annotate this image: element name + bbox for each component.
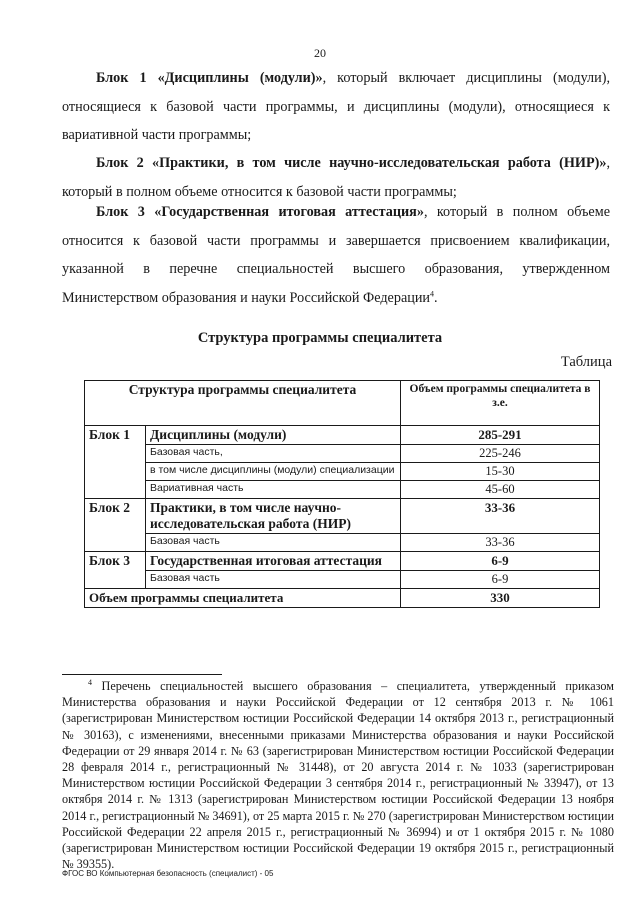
block-1-description: , который включает дисциплины (модули), относящиеся к базовой части программы, и дисциплины (модули), относящиеся к вариативной части программы; [62,70,611,143]
table-row [85,463,600,481]
block-1-label: Блок 1 [85,426,146,499]
row-name: Базовая часть [146,571,401,589]
row-value: 33-36 [401,534,600,552]
block-3-title: Блок 3 «Государственная итоговая аттестация» [96,204,424,220]
header-structure: Структура программы специалитета [85,381,401,426]
block-3-label: Блок 3 [85,552,146,589]
table-row-total [85,589,600,608]
footnote-ref[interactable]: 4 [430,288,435,298]
block-3-period: . [434,289,438,306]
table-row [85,534,600,552]
block-1-title: Блок 1 «Дисциплины (модули)» [96,70,323,86]
row-name: в том числе дисциплины (модули) специализации [146,463,401,481]
table-header-row [85,381,600,426]
table-row [85,445,600,463]
row-name: Базовая часть, [146,445,401,463]
block-1-value: 285-291 [401,426,600,445]
block-2-label: Блок 2 [85,499,146,552]
block-3-description: , который в полном объеме относится к базовой части программы и завершается присвоением квалификации, указанной в перечне специальностей высшего образования, утвержденном Министерством образования и науки Российской Федерации [62,204,610,306]
block-2-name: Практики, в том числе научно-исследовательская работа (НИР) [146,499,401,534]
row-value: 45-60 [401,481,600,499]
block-1-name: Дисциплины (модули) [146,426,401,445]
footnote-text: Перечень специальностей высшего образования – специалитета, утвержденный приказом Министерства образования и науки Российской Федерации от 12 сентября 2013 г. № 1061 (зарегистрирован Министерством юстиции Российской Федерации 14 октября 2013 г., регистрационный № 30163), с изменениями, внесенными приказами Министерства образования и науки Российской Федерации от 29 января 2014 г. № 63 (зарегистрирован Министерством юстиции Российской Федерации 28 февраля 2014 г., регистрационный № 31448), от 20 августа 2014 г. № 1033 (зарегистрирован Министерством юстиции Российской Федерации 3 сентября 2014 г., регистрационный № 33947), от 13 октября 2014 г. № 1313 (зарегистрирован Министерством юстиции Российской Федерации 13 ноября 2014 г., регистрационный № 34691), от 25 марта 2015 г. № 270 (зарегистрирован Министерством юстиции Российской Федерации 22 апреля 2015 г., регистрационный № 36994) и от 1 октября 2015 г. № 1080 (зарегистрирован Министерством юстиции Российской Федерации 19 октября 2015 г., регистрационный № 39355). [62,679,615,872]
row-value: 6-9 [401,571,600,589]
block-2-value: 33-36 [401,499,600,534]
table-row-block-3 [85,552,600,571]
page-number: 20 [314,46,326,60]
header-volume: Объем программы специалитета в з.е. [401,381,600,426]
table-label: Таблица [560,354,612,370]
footnote-marker: 4 [88,677,92,687]
paragraph-block-1 [62,64,610,150]
block-3-value: 6-9 [401,552,600,571]
paragraph-block-3 [62,198,610,312]
program-structure-table [84,380,600,608]
block-3-name: Государственная итоговая аттестация [146,552,401,571]
footnote-divider [62,674,222,675]
table-heading: Структура программы специалитета [197,330,443,346]
table-row [85,571,600,589]
footnote [62,678,614,872]
row-name: Вариативная часть [146,481,401,499]
document-footer: ФГОС ВО Компьютерная безопасность (специалист) - 05 [62,869,274,878]
total-value: 330 [401,589,600,608]
total-label: Объем программы специалитета [85,589,401,608]
table-row-block-2 [85,499,600,534]
row-value: 15-30 [401,463,600,481]
row-value: 225-246 [401,445,600,463]
row-name: Базовая часть [146,534,401,552]
table-row [85,481,600,499]
table-row-block-1 [85,426,600,445]
block-2-title: Блок 2 «Практики, в том числе научно-исследовательская работа (НИР)» [96,155,607,171]
block-2-description: , который в полном объеме относится к базовой части программы; [62,155,610,200]
